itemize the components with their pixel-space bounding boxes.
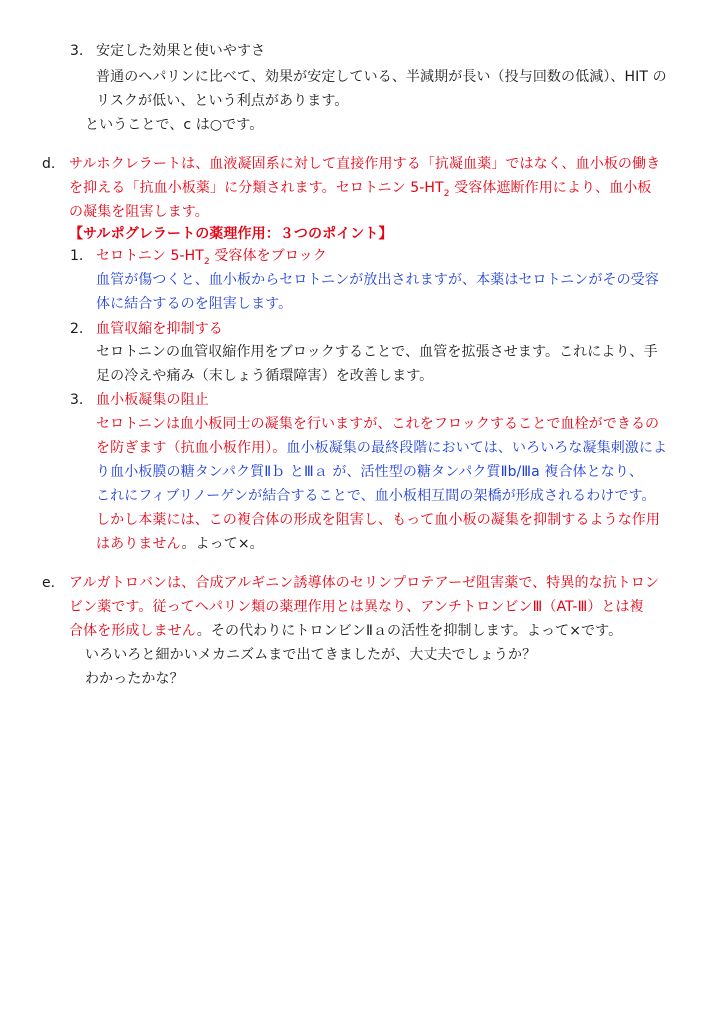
section-e-line-2: ビン薬です。従ってヘパリン類の薬理作用とは異なり、アンチトロンビンⅢ（AT-Ⅲ）とは複 <box>69 599 644 615</box>
closing-line-1: いろいろと細かいメカニズムまで出てきましたが、大丈夫でしょうか？ <box>85 647 537 663</box>
item-3-line-2: リスクが低い、という利点があります。 <box>96 93 349 109</box>
point-3-body-4: これにフィブリノーゲンが結合することで、血小板相互間の架橋が形成されるわけです。 <box>96 488 656 504</box>
point-3-body-1: セロトニンは血小板同士の凝集を行いますが、これをフロックすることで血栓ができるの <box>96 416 660 432</box>
point-1-title: セロトニン $5-HT_2$ 受容体をブロック <box>96 248 327 267</box>
point-3-body-2: を防ぎます（抗血小板作用）。血小板凝集の最終段階においては、いろいろな凝集刺激によ <box>96 440 668 456</box>
section-e-label: e. <box>42 575 56 591</box>
point-3-body-3: り血小板膜の糖タンパク質Ⅱｂ とⅢａ が、活性型の糖タンパク質Ⅱb/Ⅲa 複合体となり、 <box>96 464 644 480</box>
item-3-line-1: 普通のヘパリンに比べて、効果が安定している、半減期が長い（投与回数の低減）、HIT の <box>96 69 667 85</box>
item-3-heading: 安定した効果と使いやすさ <box>96 43 266 59</box>
point-1-number: 1. <box>70 248 84 264</box>
section-d-line-3: の凝集を阻害します。 <box>69 204 209 220</box>
section-e-line-1: アルガトロバンは、合成アルギニン誘導体のセリンプロテアーゼ阻害薬で、特異的な抗トロン <box>69 575 660 591</box>
point-1-body-1: 血管が傷つくと、血小板からセロトニンが放出されますが、本薬はセロトニンがその受容 <box>96 272 659 288</box>
closing-line-2: わかったかな？ <box>85 671 184 687</box>
section-e-line-3: 合体を形成しません。その代わりにトロンビンⅡａの活性を抑制します。よって×です。 <box>69 623 623 639</box>
points-heading: 【サルポグレラートの薬理作用：３つのポイント】 <box>69 226 393 242</box>
item-3-number: 3. <box>70 43 84 59</box>
point-3-body-5: しかし本薬には、この複合体の形成を阻害し、もって血小板の凝集を抑制するような作用 <box>96 512 660 528</box>
point-2-body-1: セロトニンの血管収縮作用をブロックすることで、血管を拡張させます。これにより、手 <box>96 344 658 360</box>
section-d-line-1: サルホクレラートは、血液凝固系に対して直接作用する「抗凝血薬」ではなく、血小板の働き <box>69 156 661 172</box>
point-2-number: 2. <box>70 321 84 337</box>
point-2-title: 血管収縮を抑制する <box>96 321 223 337</box>
point-1-body-2: 体に結合するのを阻害します。 <box>96 296 293 312</box>
point-3-number: 3. <box>70 392 84 408</box>
point-3-title: 血小板凝集の阻止 <box>96 392 209 408</box>
section-d-line-2: を抑える「抗血小板薬」に分類されます。セロトニン $5-HT_2$ 受容体遮断作用により、血小板 <box>69 180 652 199</box>
c-conclusion: ということで、c は○です。 <box>85 117 264 133</box>
point-2-body-2: 足の冷えや痛み（末しょう循環障害）を改善します。 <box>96 368 434 384</box>
section-d-label: d. <box>42 156 56 172</box>
point-3-body-6: はありません。よって×。 <box>96 536 264 552</box>
